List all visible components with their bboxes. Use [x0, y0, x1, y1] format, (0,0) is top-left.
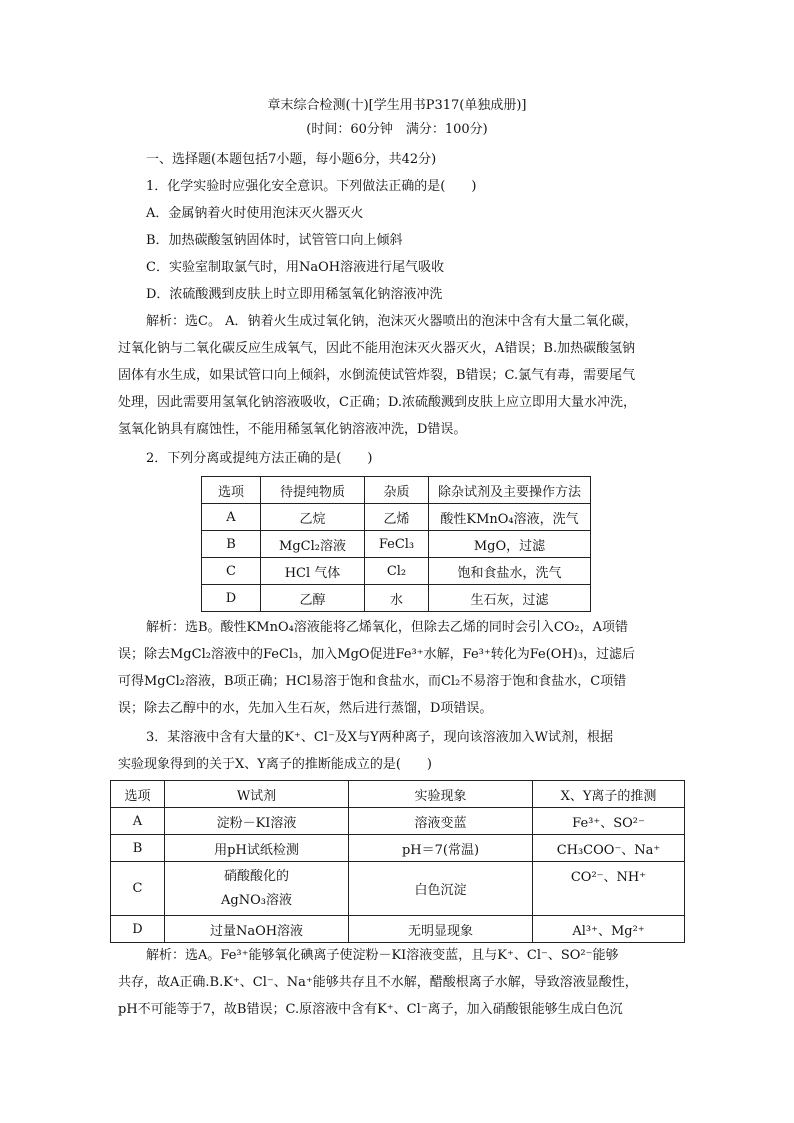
table-cell: 乙烯: [365, 504, 429, 531]
table-cell: MgO，过滤: [429, 531, 591, 558]
table-cell: 水: [365, 585, 429, 612]
table-cell: D: [202, 585, 261, 612]
table-row: [202, 558, 591, 585]
table-row: [111, 916, 685, 943]
question-3-analysis-line: 解析：选A。Fe³⁺能够氧化碘离子使淀粉－KI溶液变蓝，且与K⁺、Cl⁻、SO²⁻能够: [146, 948, 619, 963]
question-2-analysis-line: 解析：选B。酸性KMnO₄溶液能将乙烯氧化，但除去乙烯的同时会引入CO₂，A项错: [146, 620, 629, 635]
table-cell-multiline: [165, 862, 349, 916]
table-cell: Al³⁺、Mg²⁺: [533, 916, 685, 943]
table-cell: B: [202, 531, 261, 558]
question-2-stem: 2．下列分离或提纯方法正确的是( ): [146, 451, 373, 466]
table-cell-line: AgNO₃溶液: [221, 892, 292, 908]
table-header-row: [111, 781, 685, 808]
table-header-cell: W试剂: [165, 781, 349, 808]
table-cell: Fe³⁺、SO²⁻: [533, 808, 685, 835]
table-cell: 酸性KMnO₄溶液，洗气: [429, 504, 591, 531]
table-header-cell: X、Y离子的推测: [533, 781, 685, 808]
table-cell: 生石灰，过滤: [429, 585, 591, 612]
table-cell: HCl 气体: [261, 558, 365, 585]
table-cell-line: 硝酸酸化的: [223, 868, 289, 884]
table-header-cell: 实验现象: [349, 781, 533, 808]
table-cell: MgCl₂溶液: [261, 531, 365, 558]
table-header-cell: 选项: [111, 781, 165, 808]
question-2-table: [201, 476, 591, 612]
table-cell: 白色沉淀: [349, 862, 533, 916]
table-row: [202, 585, 591, 612]
table-cell: 溶液变蓝: [349, 808, 533, 835]
question-3-analysis-line: 共存，故A正确.B.K⁺、Cl⁻、Na⁺能够共存且不水解，醋酸根离子水解，导致溶液显酸性，: [118, 975, 638, 990]
table-header-cell: 除杂试剂及主要操作方法: [429, 477, 591, 504]
table-cell: Cl₂: [365, 558, 429, 585]
question-1-option-b: B．加热碳酸氢钠固体时，试管管口向上倾斜: [146, 233, 403, 248]
table-cell: 乙烷: [261, 504, 365, 531]
table-cell: D: [111, 916, 165, 943]
question-1-option-c: C．实验室制取氯气时，用NaOH溶液进行尾气吸收: [146, 260, 445, 275]
table-cell: FeCl₃: [365, 531, 429, 558]
question-1-option-a: A．金属钠着火时使用泡沫灭火器灭火: [146, 206, 364, 221]
table-cell: 饱和食盐水，洗气: [429, 558, 591, 585]
question-3-analysis-line: pH不可能等于7，故B错误；C.原溶液中含有K⁺、Cl⁻离子，加入硝酸银能够生成白色沉: [118, 1002, 623, 1017]
table-cell: B: [111, 835, 165, 862]
table-cell: CO²⁻、NH⁺: [533, 862, 685, 916]
table-row: [202, 504, 591, 531]
question-2-analysis-line: 误；除去MgCl₂溶液中的FeCl₃，加入MgO促进Fe³⁺水解，Fe³⁺转化为Fe(OH)₃，过滤后: [118, 647, 636, 662]
table-cell: A: [202, 504, 261, 531]
table-cell: CH₃COO⁻、Na⁺: [533, 835, 685, 862]
table-cell: C: [202, 558, 261, 585]
question-3-stem: 实验现象得到的关于X、Y离子的推断能成立的是( ): [118, 757, 432, 772]
question-1-analysis-line: 过氧化钠与二氧化碳反应生成氧气，因此不能用泡沫灭火器灭火，A错误；B.加热碳酸氢钠: [118, 341, 636, 356]
question-1-analysis-line: 处理，因此需要用氢氧化钠溶液吸收，C正确；D.浓硫酸溅到皮肤上应立即用大量水冲洗，: [118, 395, 637, 410]
question-1-stem: 1．化学实验时应强化安全意识。下列做法正确的是( ): [146, 179, 477, 194]
table-cell: pH＝7(常温): [349, 835, 533, 862]
table-row: [111, 862, 685, 916]
table-cell: C: [111, 862, 165, 916]
table-row: [202, 531, 591, 558]
table-cell: 淀粉－KI溶液: [165, 808, 349, 835]
table-cell: 乙醇: [261, 585, 365, 612]
question-1-option-d: D．浓硫酸溅到皮肤上时立即用稀氢氧化钠溶液冲洗: [146, 287, 443, 302]
page-subtitle: (时间：60分钟 满分：100分): [306, 122, 488, 137]
table-row: [111, 808, 685, 835]
question-1-analysis-line: 解析：选C。 A．钠着火生成过氧化钠，泡沫灭火器喷出的泡沫中含有大量二氧化碳，: [146, 314, 638, 329]
table-cell: 用pH试纸检测: [165, 835, 349, 862]
question-3-stem: 3．某溶液中含有大量的K⁺、Cl⁻及X与Y两种离子，现向该溶液加入W试剂，根据: [146, 730, 614, 745]
question-2-analysis-line: 可得MgCl₂溶液，B项正确；HCl易溶于饱和食盐水，而Cl₂不易溶于饱和食盐水，C项错: [118, 674, 627, 689]
table-cell: A: [111, 808, 165, 835]
table-row: [111, 835, 685, 862]
table-header-cell: 选项: [202, 477, 261, 504]
question-1-analysis-line: 氢氧化钠具有腐蚀性，不能用稀氢氧化钠溶液冲洗，D错误。: [118, 422, 467, 437]
section-heading: 一、选择题(本题包括7小题，每小题6分，共42分): [146, 152, 437, 167]
table-header-cell: 待提纯物质: [261, 477, 365, 504]
table-cell: 无明显现象: [349, 916, 533, 943]
question-1-analysis-line: 固体有水生成，如果试管口向上倾斜，水倒流使试管炸裂，B错误；C.氯气有毒，需要尾气: [118, 368, 636, 383]
page-title: 章末综合检测(十)[学生用书P317(单独成册)]: [267, 98, 527, 113]
table-header-cell: 杂质: [365, 477, 429, 504]
question-3-table: [110, 780, 685, 943]
table-header-row: [202, 477, 591, 504]
question-2-analysis-line: 误；除去乙醇中的水，先加入生石灰，然后进行蒸馏，D项错误。: [118, 701, 493, 716]
table-cell: 过量NaOH溶液: [165, 916, 349, 943]
